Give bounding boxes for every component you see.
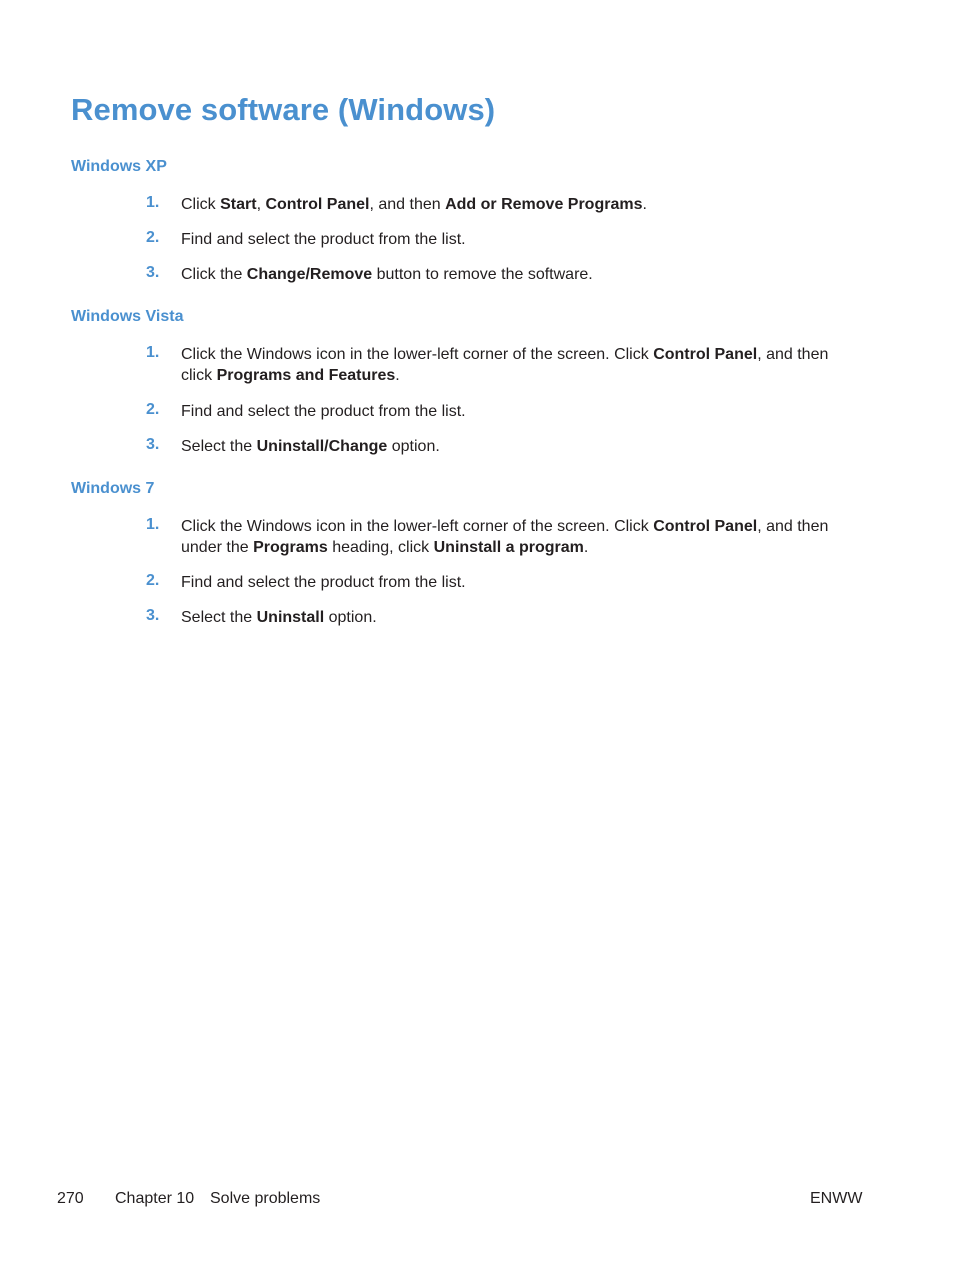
step-text: Find and select the product from the list. — [181, 574, 466, 591]
step-number: 1. — [146, 344, 160, 361]
step-text: Select the Uninstall/Change option. — [181, 438, 440, 455]
bold-term: Programs — [253, 539, 328, 556]
footer-chapter-title: Solve problems — [210, 1190, 321, 1207]
bold-term: Control Panel — [653, 346, 758, 363]
bold-term: Start — [220, 196, 257, 213]
footer-locale: ENWW — [810, 1190, 863, 1207]
step-number: 3. — [146, 436, 160, 453]
step-number: 3. — [146, 264, 160, 281]
step-text: Click the Windows icon in the lower-left corner of the screen. Click Control Panel, and then under the Programs heading, click Uninstall a program. — [181, 518, 829, 556]
section-heading: Windows XP — [71, 158, 167, 175]
footer-chapter: Chapter 10 — [115, 1190, 195, 1207]
bold-term: Change/Remove — [246, 266, 373, 283]
section-heading: Windows Vista — [71, 308, 184, 325]
bold-term: Uninstall — [256, 609, 325, 626]
step-number: 1. — [146, 516, 160, 533]
step-number: 2. — [146, 229, 160, 246]
step-text: Select the Uninstall option. — [181, 609, 377, 626]
step-text: Find and select the product from the list. — [181, 231, 466, 248]
step-number: 3. — [146, 607, 160, 624]
step-number: 2. — [146, 572, 160, 589]
bold-term: Control Panel — [653, 518, 758, 535]
step-number: 2. — [146, 401, 160, 418]
step-text: Find and select the product from the list. — [181, 403, 466, 420]
step-text: Click Start, Control Panel, and then Add or Remove Programs. — [181, 196, 647, 213]
step-text: Click the Windows icon in the lower-left corner of the screen. Click Control Panel, and then click Programs and Features. — [181, 346, 829, 384]
bold-term: Uninstall a program — [433, 539, 584, 556]
page-title: Remove software (Windows) — [71, 92, 496, 127]
section-heading: Windows 7 — [71, 480, 155, 497]
bold-term: Add or Remove Programs — [445, 196, 643, 213]
footer-page-number: 270 — [57, 1190, 84, 1207]
bold-term: Control Panel — [265, 196, 370, 213]
step-text: Click the Change/Remove button to remove the software. — [181, 266, 593, 283]
bold-term: Programs and Features — [216, 367, 396, 384]
bold-term: Uninstall/Change — [256, 438, 388, 455]
step-number: 1. — [146, 194, 160, 211]
